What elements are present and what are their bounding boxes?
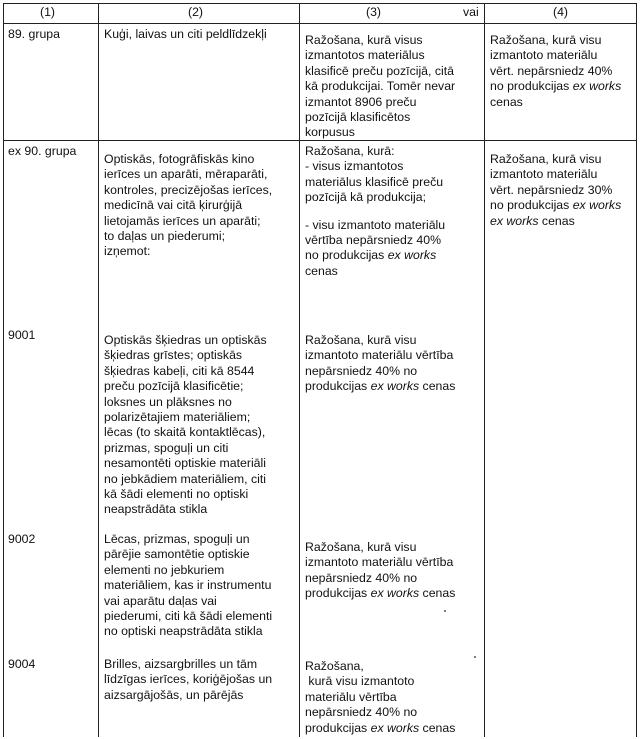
rule-line: materiālu vērtība [305, 689, 397, 704]
rule-text: cenas [419, 586, 456, 601]
row-rule-col3 [305, 33, 455, 141]
column-divider-3 [484, 3, 485, 737]
table-border-top [3, 3, 637, 4]
desc-line: pārējie samontētie optiskie [104, 547, 250, 562]
desc-line: polarizētajiem materiāliem; [104, 410, 251, 425]
ex-works-term: ex works [370, 379, 420, 394]
row-description [104, 152, 272, 260]
rule-line: Ražošana, [305, 659, 364, 673]
rule-text: no produkcijas [490, 79, 573, 94]
table-border-left [3, 3, 4, 737]
rule-text: produkcijas [305, 720, 371, 735]
header-col1: (1) [40, 5, 56, 19]
ex-works-term: ex works [490, 213, 539, 228]
row-code: 89. grupa [8, 27, 60, 41]
rule-line: materiālus klasificē preču [305, 174, 444, 189]
desc-line: piederumi, citi kā šādi elementi [104, 609, 273, 624]
header-col3: (3) [366, 5, 382, 19]
rule-line: Ražošana, kurā visus [305, 33, 423, 47]
desc-line: Kuģi, laivas un citi peldlīdzekļi [104, 27, 267, 41]
rule-line: korpusus [305, 125, 355, 140]
rule-text: cenas [538, 213, 575, 228]
desc-line: Brilles, aizsargbrilles un tām [104, 657, 258, 671]
ex-works-term: ex works [387, 248, 437, 263]
desc-line: nesamontēti optiskie materiāli [104, 456, 266, 471]
rule-line: nepārsniedz 40% no [305, 363, 418, 378]
desc-line: materiāliem, kas ir instrumentu [104, 578, 272, 593]
desc-line: neapstrādāta stikla [104, 502, 208, 517]
rule-line: pozīcijā kā produkcija; [305, 190, 426, 205]
row-code: 9002 [8, 532, 36, 546]
desc-line: izņemot: [104, 244, 151, 259]
rule-text: produkcijas [305, 586, 371, 601]
desc-line: šķiedras grīstes; optiskās [104, 348, 243, 363]
rule-line: izmantot 8906 preču [305, 94, 417, 109]
rule-line: kurā visu izmantoto [305, 674, 415, 689]
rule-line: klasificē preču pozīcijā, citā [305, 63, 454, 78]
rule-line [305, 206, 445, 218]
desc-line: vai aparātu daļas vai [104, 593, 217, 608]
rule-line [490, 198, 621, 213]
rule-line: nepārsniedz 40% no [305, 705, 418, 720]
row-code: 9001 [8, 328, 36, 342]
rule-text: cenas [419, 720, 456, 735]
rule-line: vērtība nepārsniedz 40% [305, 233, 442, 248]
rule-line: izmantoto materiālu vērtība [305, 555, 454, 570]
ex-works-term: ex works [572, 198, 622, 213]
ex-works-term: ex works [572, 79, 622, 94]
rule-line: Ražošana, kurā: [305, 144, 395, 158]
rule-line: izmantoto materiālu vērtība [305, 348, 454, 363]
row-description [104, 27, 267, 42]
rule-line [490, 214, 621, 229]
rule-line: kā produkcijai. Tomēr nevar [305, 79, 456, 94]
desc-line: medicīnā vai citā ķirurģijā [104, 198, 243, 213]
rule-line: Ražošana, kurā visu [305, 540, 417, 554]
rule-text: produkcijas [305, 379, 371, 394]
rule-line: izmantoto materiālu [490, 167, 598, 182]
desc-line: Optiskās, fotogrāfiskās kino [104, 152, 255, 166]
desc-line: loksnes un plāksnes no [104, 394, 232, 409]
rule-line: - visus izmantotos [305, 159, 404, 174]
ex-works-term: ex works [370, 586, 420, 601]
desc-line: šķiedras kabeļi, citi kā 8544 [104, 363, 255, 378]
table-border-right [636, 3, 637, 737]
desc-line: to daļas un piederumi; [104, 229, 225, 244]
rule-line [305, 721, 455, 736]
rule-line [305, 586, 455, 601]
row-rule-col3 [305, 144, 445, 279]
desc-line: prizmas, spoguļi un citi [104, 440, 229, 455]
row-code: ex 90. grupa [8, 144, 77, 158]
scan-speck [444, 610, 446, 612]
desc-line: no jebkādiem materiāliem, citi [104, 471, 266, 486]
column-divider-2 [299, 3, 300, 737]
rule-line: Ražošana, kurā visu [490, 152, 602, 166]
row-rule-col3 [305, 659, 455, 736]
scan-speck [474, 656, 476, 658]
desc-line: lēcas (to skaitā kontaktlēcas), [104, 425, 266, 440]
rule-line: Ražošana, kurā visu [490, 33, 602, 47]
desc-line: aizsargājošās, un pārējās [104, 687, 244, 702]
rule-line [490, 79, 621, 94]
desc-line: no optiski neapstrādāta stikla [104, 624, 263, 639]
header-underline [3, 23, 637, 24]
rule-text: no produkcijas [490, 198, 573, 213]
rule-line: izmantoto materiālu [490, 48, 598, 63]
rule-line [305, 248, 445, 263]
rule-line: Ražošana, kurā visu [305, 333, 417, 347]
row-rule-col3 [305, 540, 455, 602]
header-col4: (4) [553, 5, 569, 19]
desc-line: lietojamās ierīces un aparāti; [104, 213, 261, 228]
rule-line: vērt. nepārsniedz 30% [490, 182, 613, 197]
row-description [104, 532, 272, 640]
desc-line: elementi no jebkuriem [104, 562, 225, 577]
column-divider-1 [98, 3, 99, 737]
row-rule-col3 [305, 333, 455, 395]
desc-line: kontroles, precizējošas ierīces, [104, 182, 273, 197]
row-rule-col4 [490, 152, 621, 229]
rule-line: vērt. nepārsniedz 40% [490, 63, 613, 78]
rule-line: pozīcijā klasificētos [305, 110, 411, 125]
desc-line: līdzīgas ierīces, koriģējošas un [104, 672, 273, 687]
header-col2: (2) [188, 5, 204, 19]
row-description [104, 657, 272, 703]
header-vai: vai [463, 5, 479, 19]
desc-line: Lēcas, prizmas, spoguļi un [104, 532, 250, 546]
row-code: 9004 [8, 657, 36, 671]
rule-line [305, 379, 455, 394]
rule-line: - visu izmantoto materiālu [305, 217, 446, 232]
ex-works-term: ex works [370, 720, 420, 735]
rule-text: cenas [419, 379, 456, 394]
row-description [104, 333, 267, 518]
desc-line: Optiskās šķiedras un optiskās [104, 333, 267, 347]
rule-line: cenas [305, 263, 338, 278]
rule-text: no produkcijas [305, 248, 388, 263]
desc-line: preču pozīcijā klasificētie; [104, 379, 244, 394]
desc-line: kā šādi elementi no optiski [104, 487, 249, 502]
row-rule-col4 [490, 33, 621, 110]
rule-line: cenas [490, 94, 523, 109]
rule-line: nepārsniedz 40% no [305, 570, 418, 585]
rule-line: izmantotos materiālus [305, 48, 425, 63]
desc-line: ierīces un aparāti, mēraparāti, [104, 167, 268, 182]
